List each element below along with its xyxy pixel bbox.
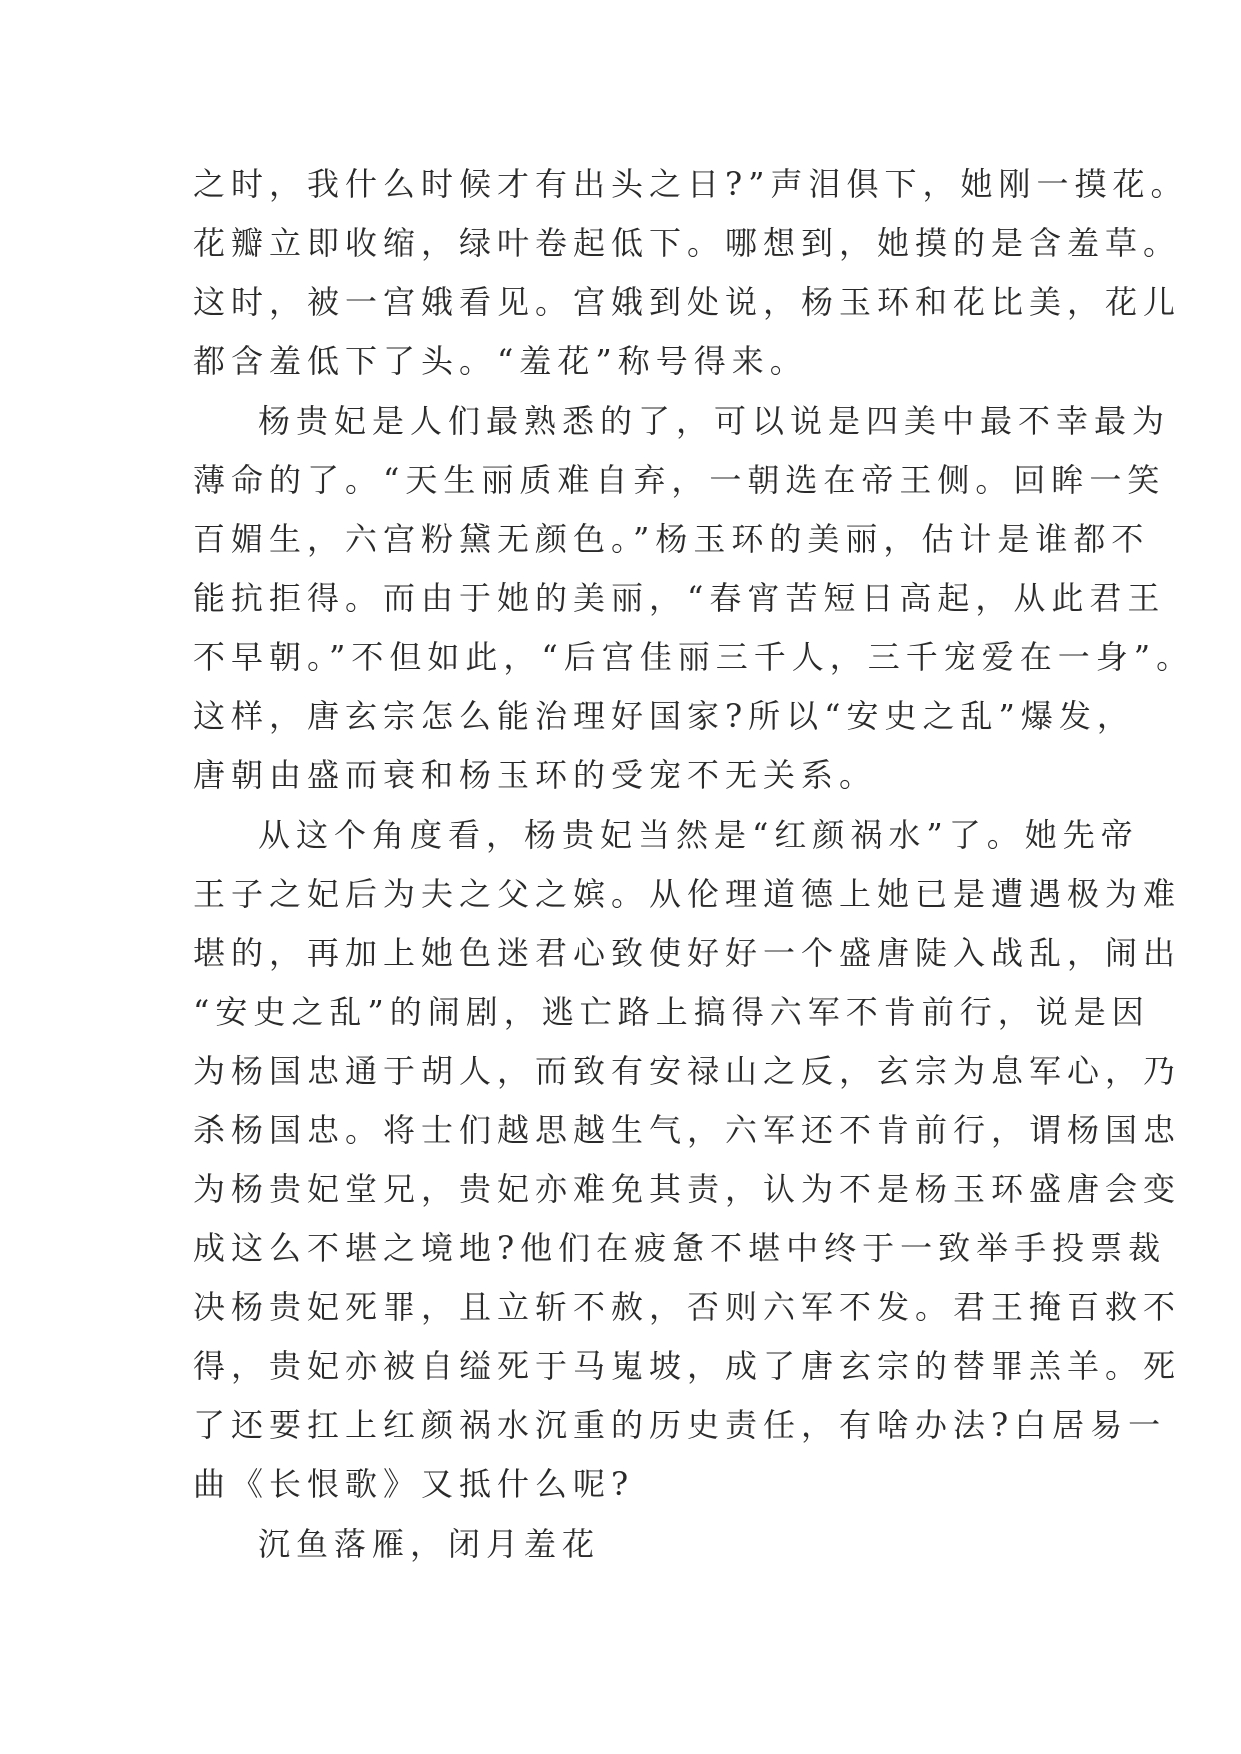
text-line: 不早朝。”不但如此，“后宫佳丽三千人，三千宠爱在一身”。 (193, 638, 1195, 676)
text-line: 为杨国忠通于胡人，而致有安禄山之反，玄宗为息军心，乃 (193, 1052, 1182, 1090)
section-heading-line: 沉鱼落雁，闭月羞花 (258, 1525, 601, 1563)
text-line: 堪的，再加上她色迷君心致使好好一个盛唐陡入战乱，闹出 (193, 934, 1182, 972)
text-line: 决杨贵妃死罪，且立斩不赦，否则六军不发。君王掩百救不 (193, 1288, 1182, 1326)
text-line: 这样，唐玄宗怎么能治理好国家?所以“安史之乱”爆发， (193, 697, 1135, 735)
text-line: 花瓣立即收缩，绿叶卷起低下。哪想到，她摸的是含羞草。 (193, 224, 1182, 262)
text-line: 了还要扛上红颜祸水沉重的历史责任，有啥办法?白居易一 (193, 1406, 1167, 1444)
text-line: 曲《长恨歌》又抵什么呢? (193, 1465, 635, 1503)
text-line: 得，贵妃亦被自缢死于马嵬坡，成了唐玄宗的替罪羔羊。死 (193, 1347, 1182, 1385)
text-line: 唐朝由盛而衰和杨玉环的受宠不无关系。 (193, 756, 878, 794)
text-line: 都含羞低下了头。“羞花”称号得来。 (193, 342, 808, 380)
text-line: “安史之乱”的闹剧，逃亡路上搞得六军不肯前行，说是因 (193, 993, 1150, 1031)
text-line: 之时，我什么时候才有出头之日?”声泪俱下，她刚一摸花。 (193, 165, 1189, 203)
text-line: 这时，被一宫娥看见。宫娥到处说，杨玉环和花比美，花儿 (193, 283, 1182, 321)
text-line: 成这么不堪之境地?他们在疲惫不堪中终于一致举手投票裁 (193, 1229, 1167, 1267)
paragraph-first-line: 从这个角度看，杨贵妃当然是“红颜祸水”了。她先帝 (258, 816, 1139, 854)
text-line: 百媚生，六宫粉黛无颜色。”杨玉环的美丽，估计是谁都不 (193, 520, 1150, 558)
text-line: 王子之妃后为夫之父之嫔。从伦理道德上她已是遭遇极为难 (193, 875, 1182, 913)
text-line: 为杨贵妃堂兄，贵妃亦难免其责，认为不是杨玉环盛唐会变 (193, 1170, 1182, 1208)
text-line: 杀杨国忠。将士们越思越生气，六军还不肯前行，谓杨国忠 (193, 1111, 1182, 1149)
paragraph-first-line: 杨贵妃是人们最熟悉的了，可以说是四美中最不幸最为 (258, 402, 1171, 440)
text-line: 能抗拒得。而由于她的美丽，“春宵苦短日高起，从此君王 (193, 579, 1166, 617)
text-line: 薄命的了。“天生丽质难自弃，一朝选在帝王侧。回眸一笑 (193, 461, 1166, 499)
